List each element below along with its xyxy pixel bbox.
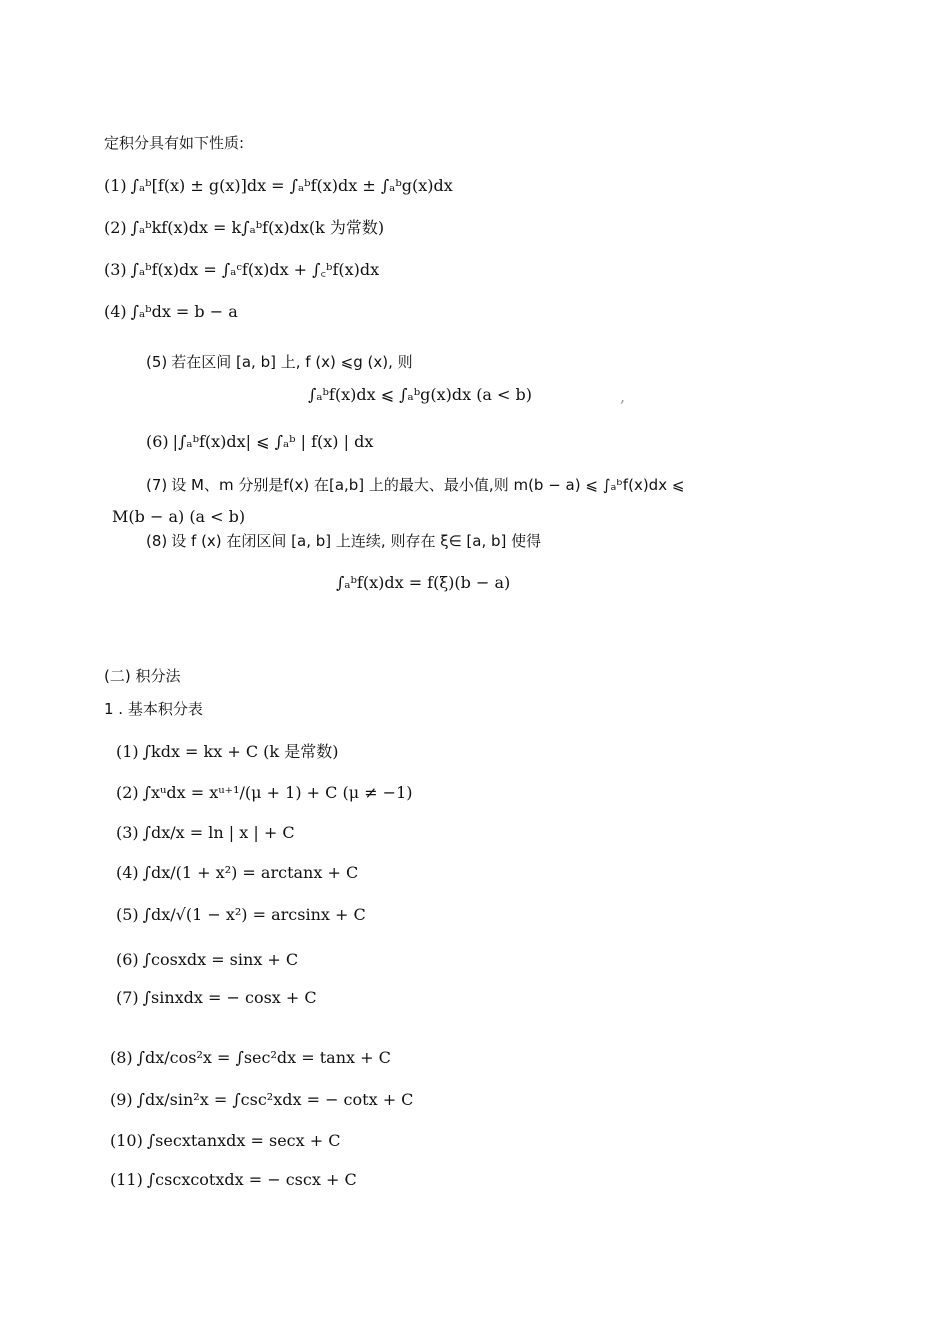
property-5: (5) 若在区间 [a, b] 上, f (x) ⩽g (x), 则 xyxy=(146,353,413,371)
property-1: (1) ∫ₐᵇ[f(x) ± g(x)]dx = ∫ₐᵇf(x)dx ± ∫ₐᵇg(x)dx xyxy=(104,176,453,195)
property-5-formula: ∫ₐᵇf(x)dx ⩽ ∫ₐᵇg(x)dx (a < b) xyxy=(308,385,533,404)
table-item-2: (2) ∫xᵘdx = xᵘ⁺¹/(μ + 1) + C (μ ≠ −1) xyxy=(116,783,413,802)
property-4: (4) ∫ₐᵇdx = b − a xyxy=(104,302,238,321)
table-item-7: (7) ∫sinxdx = − cosx + C xyxy=(116,988,317,1007)
subsection-heading: 1 . 基本积分表 xyxy=(104,700,203,718)
table-item-6: (6) ∫cosxdx = sinx + C xyxy=(116,950,299,969)
property-7-continued: M(b − a) (a < b) xyxy=(112,507,246,526)
property-8: (8) 设 f (x) 在闭区间 [a, b] 上连续, 则存在 ξ∈ [a, b] 使得 xyxy=(146,532,542,550)
table-item-11: (11) ∫cscxcotxdx = − cscx + C xyxy=(110,1170,357,1189)
property-7: (7) 设 M、m 分别是f(x) 在[a,b] 上的最大、最小值,则 m(b − a) ⩽ ∫ₐᵇf(x)dx ⩽ xyxy=(146,476,685,494)
section-intro: 定积分具有如下性质: xyxy=(104,134,245,152)
property-2: (2) ∫ₐᵇkf(x)dx = k∫ₐᵇf(x)dx(k 为常数) xyxy=(104,218,385,237)
property-8-formula: ∫ₐᵇf(x)dx = f(ξ)(b − a) xyxy=(336,573,511,592)
table-item-4: (4) ∫dx/(1 + x²) = arctanx + C xyxy=(116,863,359,882)
property-6: (6) |∫ₐᵇf(x)dx| ⩽ ∫ₐᵇ | f(x) | dx xyxy=(146,432,374,451)
table-item-5: (5) ∫dx/√(1 − x²) = arcsinx + C xyxy=(116,905,366,924)
stray-mark: , xyxy=(620,387,626,406)
property-3: (3) ∫ₐᵇf(x)dx = ∫ₐᶜf(x)dx + ∫꜀ᵇf(x)dx xyxy=(104,260,380,279)
section-heading: (二) 积分法 xyxy=(104,667,181,685)
table-item-1: (1) ∫kdx = kx + C (k 是常数) xyxy=(116,742,339,761)
table-item-3: (3) ∫dx/x = ln | x | + C xyxy=(116,823,295,842)
table-item-8: (8) ∫dx/cos²x = ∫sec²dx = tanx + C xyxy=(110,1048,391,1067)
table-item-10: (10) ∫secxtanxdx = secx + C xyxy=(110,1131,341,1150)
table-item-9: (9) ∫dx/sin²x = ∫csc²xdx = − cotx + C xyxy=(110,1090,414,1109)
